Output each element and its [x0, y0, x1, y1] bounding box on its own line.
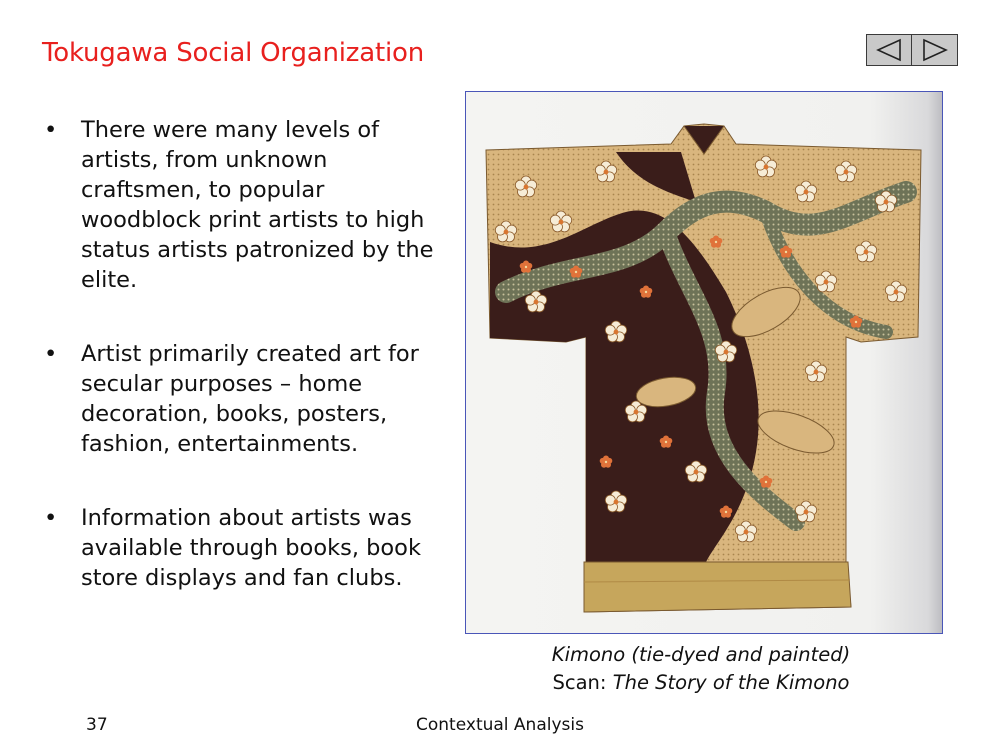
- bullet-item: [42, 115, 442, 295]
- triangle-right-icon: [921, 38, 949, 62]
- caption-source-title: The Story of the Kimono: [612, 671, 850, 694]
- footer-text: Contextual Analysis: [416, 715, 584, 735]
- next-slide-button[interactable]: [912, 34, 958, 66]
- bullet-list: [42, 115, 442, 593]
- bullet-marker: •: [44, 341, 58, 367]
- caption-source-prefix: Scan:: [552, 671, 613, 694]
- bullet-text: There were many levels of artists, from unknown craftsmen, to popular woodblock print artists to high status artists patronized by the elite.: [81, 117, 434, 293]
- bullet-text: Information about artists was available through books, book store displays and fan clubs.: [81, 505, 421, 591]
- triangle-left-icon: [875, 38, 903, 62]
- bullet-item: [42, 339, 442, 459]
- caption-source: [315, 669, 1000, 697]
- slide-title: Tokugawa Social Organization: [42, 38, 424, 68]
- slide-navigation: [866, 34, 958, 66]
- caption-title: Kimono (tie-dyed and painted): [551, 643, 851, 666]
- slide-number: 37: [86, 715, 108, 735]
- bullet-item: [42, 503, 442, 593]
- bullet-marker: •: [44, 505, 58, 531]
- kimono-illustration: [466, 92, 942, 633]
- image-caption: [315, 641, 1000, 697]
- bullet-marker: •: [44, 117, 58, 143]
- bullet-text: Artist primarily created art for secular purposes – home decoration, books, posters, fashion, entertainments.: [81, 341, 419, 457]
- kimono-image: [465, 91, 943, 634]
- previous-slide-button[interactable]: [866, 34, 912, 66]
